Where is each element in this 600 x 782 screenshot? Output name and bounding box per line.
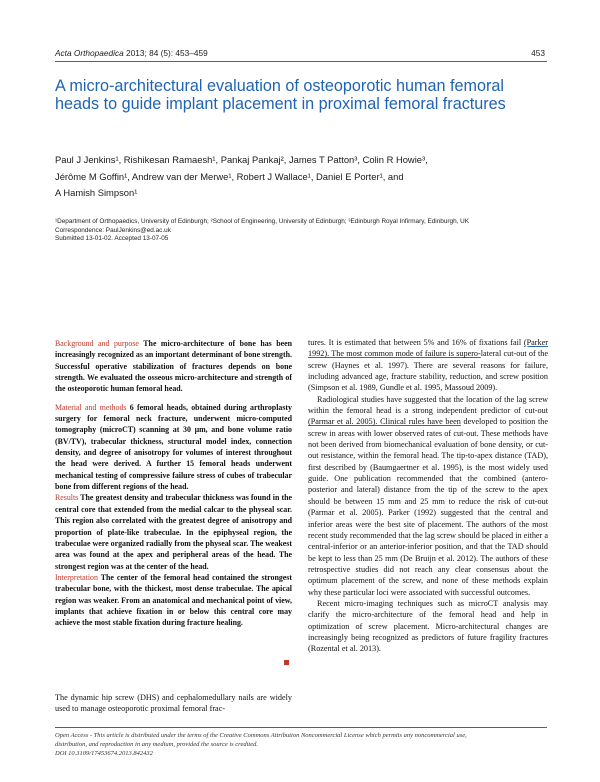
section-text: The center of the femoral head contained the strongest trabecular bone, with the thickest, most dense trabeculae. The apical region was weaker. From an anatomical and mechanical point of view, implants that achieve fixation in or below this central core may achieve the most stable fixation during fracture healing. bbox=[55, 572, 292, 628]
citation-link[interactable]: (Parmar et al. 2005). Clinical rules have been bbox=[308, 417, 461, 427]
body-paragraph bbox=[308, 337, 548, 394]
author-list bbox=[55, 152, 545, 202]
abstract-end-marker bbox=[284, 660, 289, 665]
section-text: 6 femoral heads, obtained during arthroplasty surgery for femoral neck fracture, underwent micro-computed tomography (microCT) scanning at 30 µm, and bone volume ratio (BV/TV), trabecular thickness, structural model index, connection density, and degree of anisotropy for volumes of interest throughout the head were derived. A further 15 femoral heads underwent mechanical testing of compressive failure stress of cubes of trabecular bone from different regions of the head. bbox=[55, 402, 292, 492]
body-text: developed to position the screw in areas with lower observed rates of cut-out. These methods have not been derived from biomechanical evaluation of bone density, or cut-out resistance, within the femoral head. The tip-to-apex distance (TAD), first described by (Baumgaertner et al. 1995), is the most widely used guide. One publication recommended that the combined (antero-posterior and lateral) distance from the tip of the screw to the apex should be between 15 mm and 25 mm to reduce the risk of cut-out (Parmar et al. 2005). Parker (1992) suggested that the central and inferior areas were the best site of placement. The authors of the most recent study recommended that the lag screw should be placed in either a central-inferior or an anterior-inferior position, and that the TAD should be kept to less than 25 mm (De Bruijn et al. 2012). The authors of these retrospective studies did not reach any clear consensus about the optimum placement of the screw, and none of these methods explain why these particular loci were associated with successful outcomes. bbox=[308, 417, 548, 597]
doi-link[interactable]: DOI 10.3109/17453674.2013.842432 bbox=[55, 749, 153, 757]
article-title: A micro-architectural evaluation of osteoporotic human femoral heads to guide implant placement in proximal femoral fractures bbox=[55, 77, 506, 114]
license-line: distribution, and reproduction in any medium, provided the source is credited. bbox=[55, 740, 258, 748]
author-line: A Hamish Simpson¹ bbox=[55, 187, 138, 199]
abstract-methods bbox=[55, 402, 292, 493]
affiliations bbox=[55, 218, 545, 244]
section-heading: Interpretation bbox=[55, 572, 98, 582]
page-number: 453 bbox=[531, 48, 545, 58]
abstract-results bbox=[55, 492, 292, 571]
body-text: tures. It is estimated that between 5% and 16% of fixations fail bbox=[308, 338, 524, 347]
section-heading: Results bbox=[55, 493, 79, 503]
body-column-right bbox=[308, 337, 548, 655]
correspondence: Correspondence: PaulJenkins@ed.ac.uk bbox=[55, 226, 171, 234]
abstract-interpretation bbox=[55, 572, 292, 629]
abstract bbox=[55, 338, 292, 629]
journal-name: Acta Orthopaedica bbox=[55, 48, 124, 58]
journal-volume: 2013; 84 (5): 453–459 bbox=[123, 48, 208, 58]
body-paragraph: Recent micro-imaging techniques such as microCT analysis may clarify the micro-architecture of the femoral head and help in optimization of screw placement. Micro-architectural changes are increasingly being recognized as predictors of future fragility fractures (Rozental et al. 2013). bbox=[308, 598, 548, 654]
header-rule bbox=[55, 61, 547, 62]
open-access-footer bbox=[55, 732, 547, 758]
submission-dates: Submitted 13-01-02. Accepted 13-07-05 bbox=[55, 235, 169, 243]
section-text: The greatest density and trabecular thickness was found in the central core that extended from the medial calcar to the physeal scar. This region also correlated with the greatest degree of anisotropy and proportion of plate-like trabeculae. In the epiphyseal region, the trabeculae were organized radially from the physeal scar. The weakest area was found at the apex and peripheral areas of the head. The strongest region was at the center of the head. bbox=[55, 493, 292, 571]
author-line: Jérôme M Goffin¹, Andrew van der Merwe¹, Robert J Wallace¹, Daniel E Porter¹, and bbox=[55, 170, 404, 182]
intro-paragraph: The dynamic hip screw (DHS) and cephalomedullary nails are widely used to manage osteoporotic proximal femoral frac- bbox=[55, 693, 292, 714]
license-line: Open Access - This article is distributed under the terms of the Creative Commons Attribution Noncommercial License which permits any noncommercial use, bbox=[55, 732, 467, 739]
footer-rule bbox=[55, 727, 547, 728]
affiliation-line: ¹Department of Orthopaedics, University of Edinburgh; ²School of Engineering, University of Edinburgh; ³Edinburgh Royal Infirmary, Edinburgh, UK bbox=[55, 218, 470, 225]
body-text: lateral cut-out of the screw (Haynes et al. 1997). There are several reasons for failure, including advanced age, fracture stability, reduction, and screw position (Simpson et al. 1989, Gundle et al. 1995, Massoud 2009). bbox=[308, 349, 549, 393]
author-line: Paul J Jenkins¹, Rishikesan Ramaesh¹, Pankaj Pankaj², James T Patton³, Colin R Howie³, bbox=[55, 154, 428, 165]
section-heading: Background and purpose bbox=[55, 339, 139, 348]
citation-link[interactable]: (Parker 1992). The most common mode of failure is supero- bbox=[308, 338, 548, 359]
abstract-background bbox=[55, 338, 292, 395]
section-heading: Material and methods bbox=[55, 402, 127, 412]
body-paragraph bbox=[308, 394, 548, 598]
journal-citation bbox=[55, 48, 208, 58]
body-text: Radiological studies have suggested that the location of the lag screw within the femoral head is a strong independent predictor of cut-out bbox=[308, 394, 548, 416]
section-text: The micro-architecture of bone has been increasingly recognized as an important determinant of bone strength. Successful operative stabilization of fractures depends on bone strength. We evaluated the osseous micro-architecture and strength of the osteoporotic human femoral head. bbox=[55, 339, 292, 394]
